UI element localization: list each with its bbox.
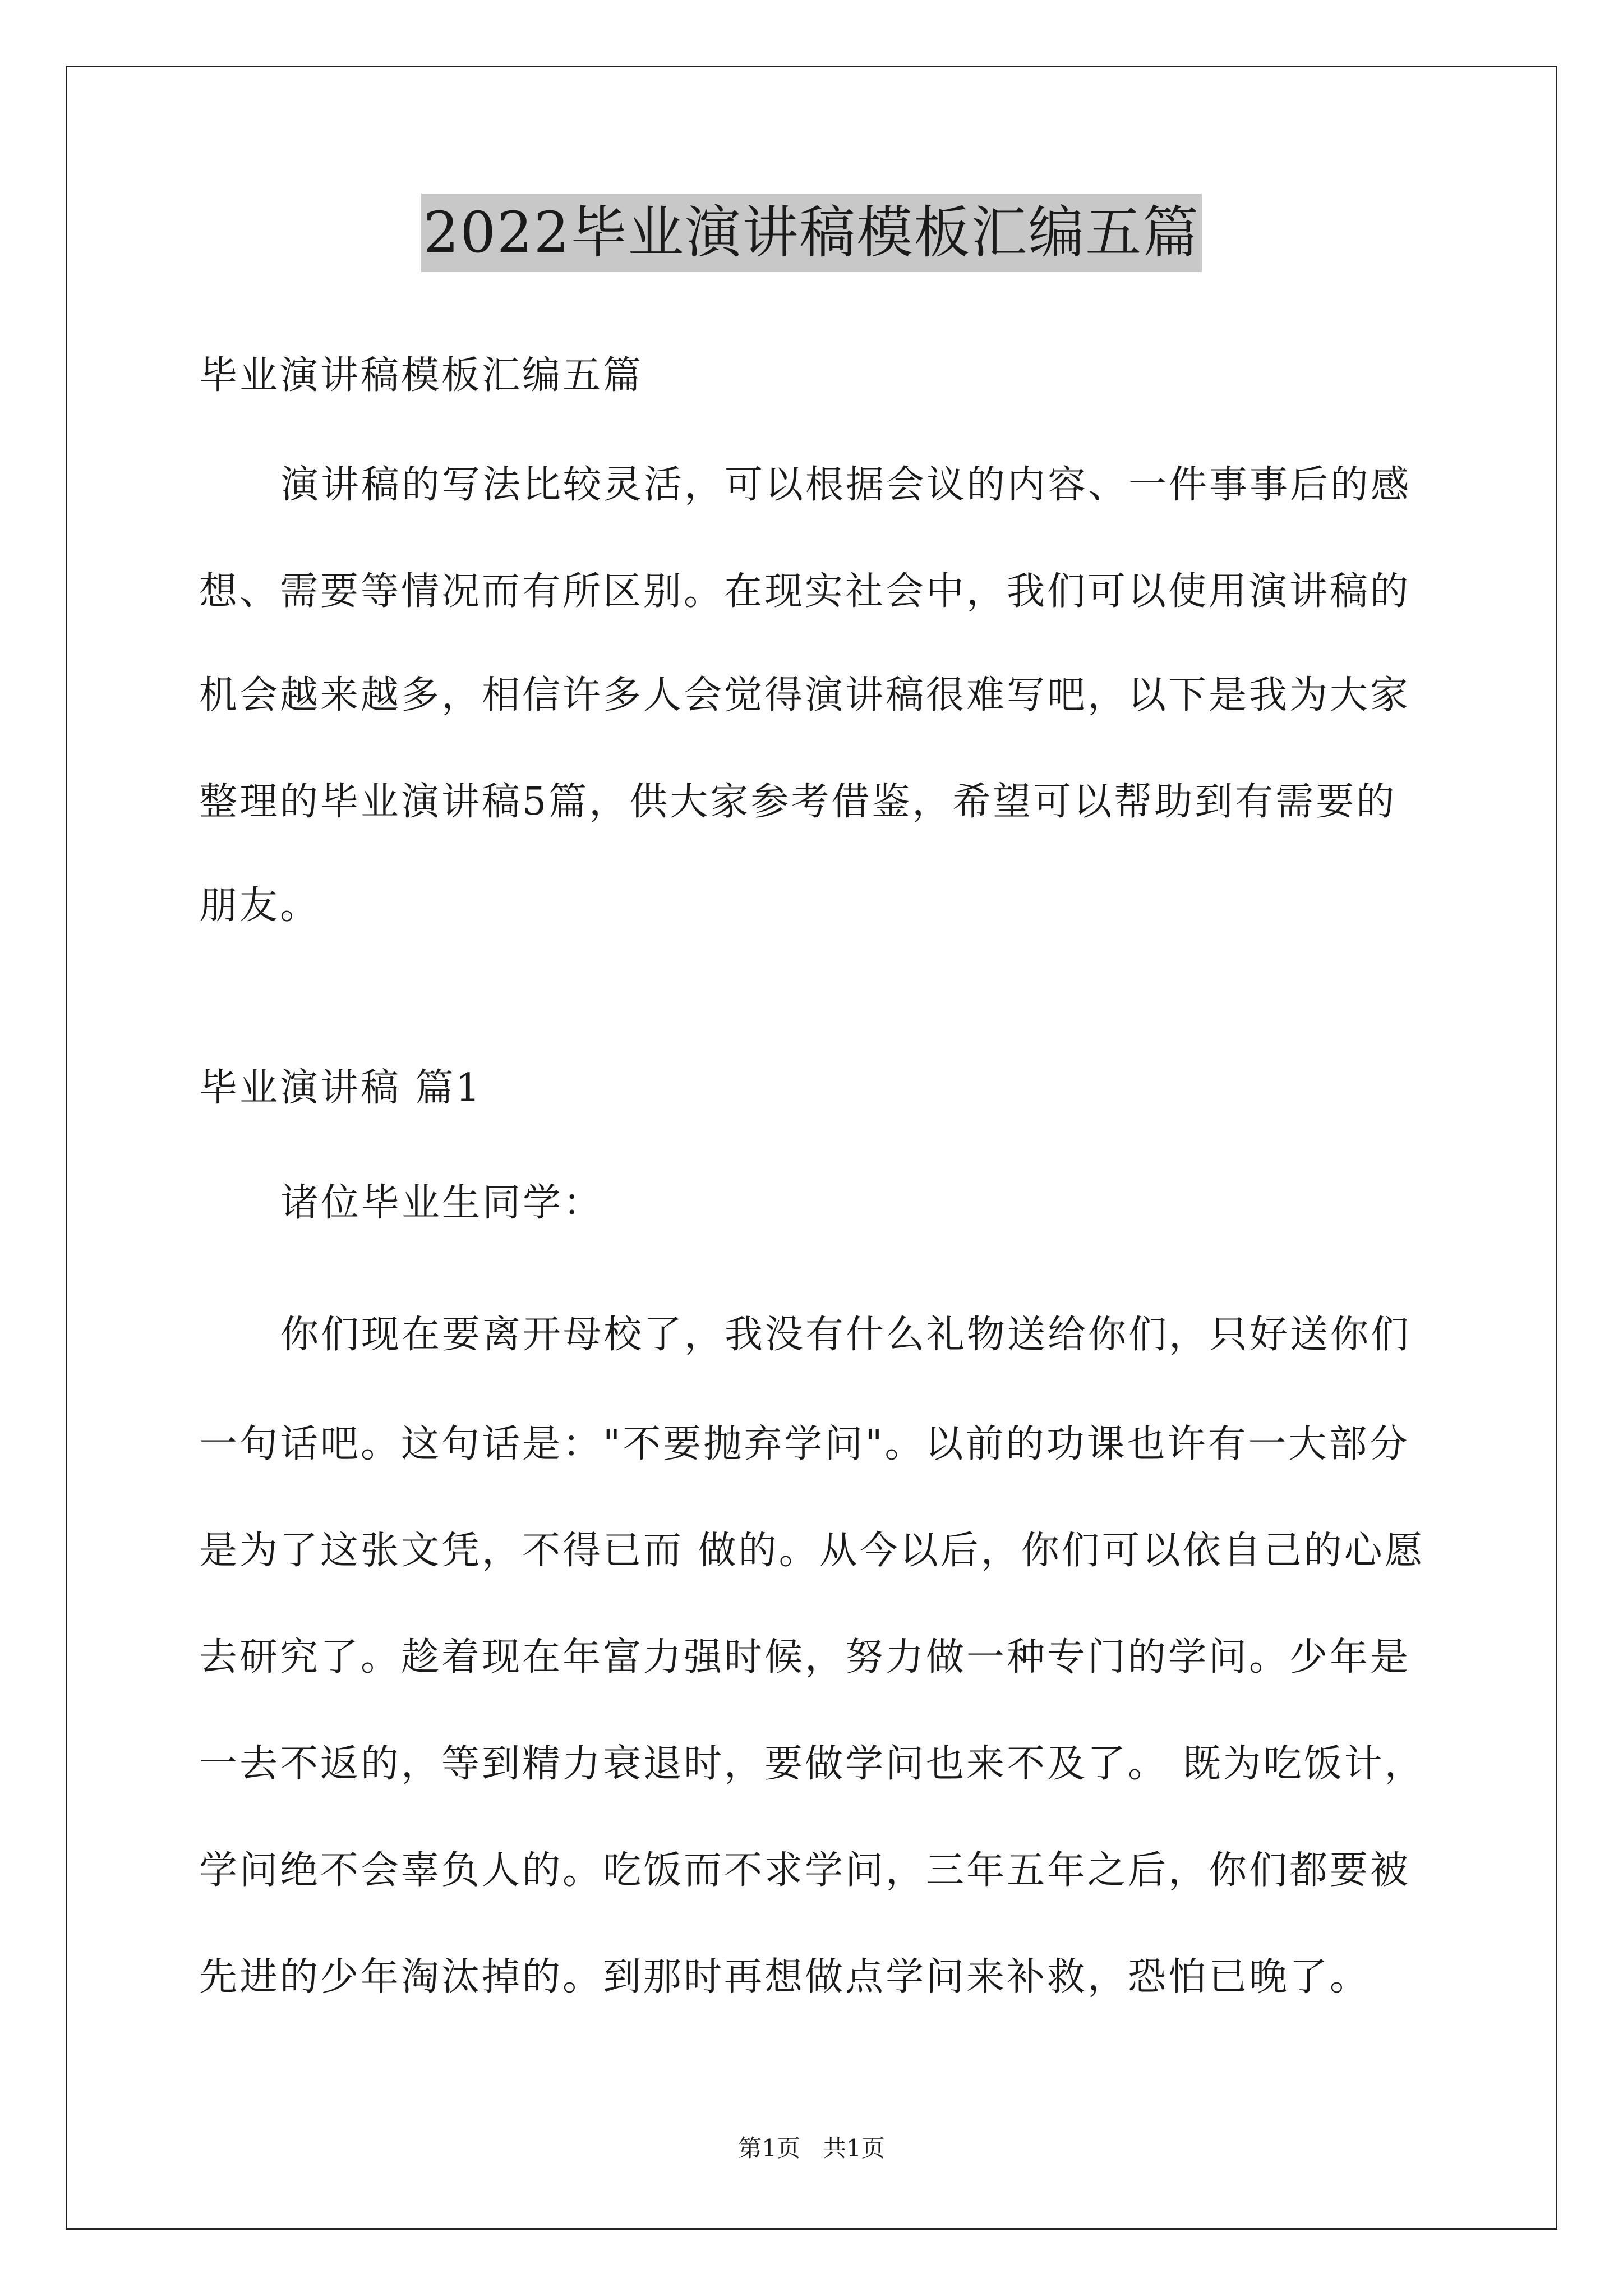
subtitle: 毕业演讲稿模板汇编五篇	[199, 353, 644, 398]
section-heading: 毕业演讲稿 篇1	[199, 1066, 482, 1110]
intro-line: 演讲稿的写法比较灵活，可以根据会议的内容、一件事事后的感	[280, 463, 1412, 507]
intro-line: 朋友。	[199, 884, 321, 928]
body-line: 一去不返的，等到精力衰退时，要做学问也来不及了。 既为吃饭计，	[199, 1742, 1425, 1786]
intro-line: 整理的毕业演讲稿5篇，供大家参考借鉴，希望可以帮助到有需要的	[199, 780, 1397, 824]
body-line: 学问绝不会辜负人的。吃饭而不求学问，三年五年之后，你们都要被	[199, 1848, 1411, 1893]
title-container	[0, 194, 1623, 272]
intro-line: 想、需要等情况而有所区别。在现实社会中，我们可以使用演讲稿的	[199, 569, 1411, 614]
body-line: 先进的少年淘汰掉的。到那时再想做点学问来补救，恐怕已晚了。	[199, 1955, 1371, 1999]
body-line: 是为了这张文凭，不得已而 做的。从今以后，你们可以依自己的心愿	[199, 1529, 1425, 1573]
page-footer: 第1页 共1页	[738, 2134, 885, 2162]
intro-line: 机会越来越多，相信许多人会觉得演讲稿很难写吧，以下是我为大家	[199, 673, 1411, 717]
document-title: 2022毕业演讲稿模板汇编五篇	[421, 194, 1202, 272]
body-line: 去研究了。趁着现在年富力强时候，努力做一种专门的学问。少年是	[199, 1635, 1411, 1680]
body-line: 你们现在要离开母校了，我没有什么礼物送给你们，只好送你们	[280, 1313, 1412, 1357]
body-line: 一句话吧。这句话是："不要抛弃学问"。以前的功课也许有一大部分	[199, 1422, 1410, 1466]
greeting: 诸位毕业生同学：	[280, 1181, 604, 1225]
